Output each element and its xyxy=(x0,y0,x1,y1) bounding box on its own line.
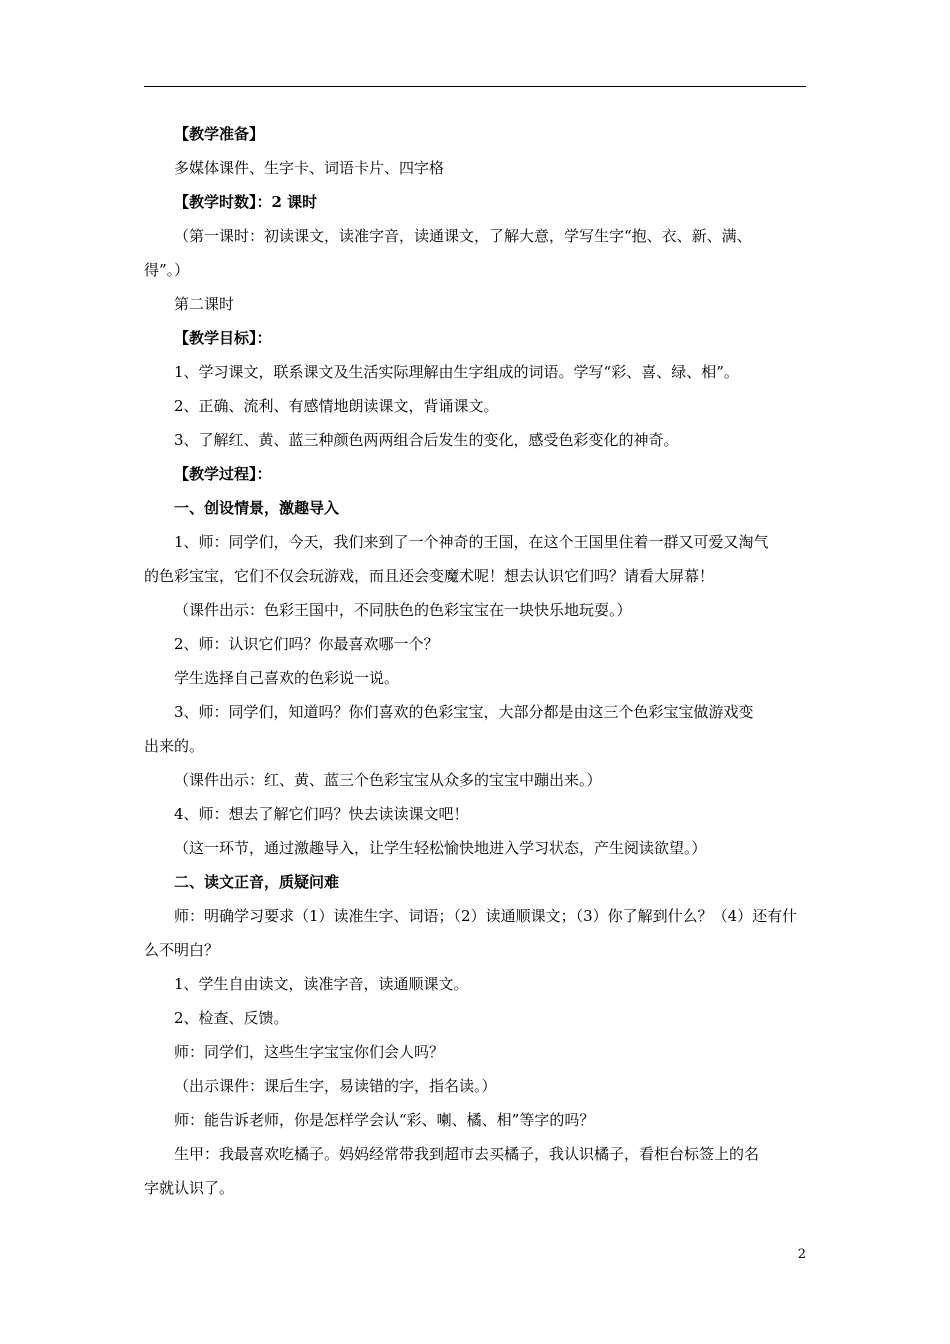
text-line: （课件出示：红、黄、蓝三个色彩宝宝从众多的宝宝中蹦出来。） xyxy=(174,771,602,789)
heading-line: 【教学过程】： xyxy=(174,465,272,483)
text-line: 2、检查、反馈。 xyxy=(174,1009,289,1027)
text-line: 得”。） xyxy=(144,261,190,279)
header-rule xyxy=(144,86,806,87)
text-line: 多媒体课件、生字卡、词语卡片、四字格 xyxy=(174,159,445,177)
heading-line: 二、读文正音，质疑问难 xyxy=(174,873,340,891)
text-line: 1、学习课文，联系课文及生活实际理解由生字组成的词语。学写“彩、喜、绿、相”。 xyxy=(174,363,739,381)
heading-line: 【教学准备】 xyxy=(174,125,265,143)
text-line: （第一课时：初读课文，读准字音，读通课文，了解大意，学写生字“抱、衣、新、满、 xyxy=(174,227,752,245)
text-line: 师：能告诉老师，你是怎样学会认“彩、喇、橘、相”等字的吗？ xyxy=(174,1111,595,1129)
text-line: 生甲：我最喜欢吃橘子。妈妈经常带我到超市去买橘子，我认识橘子，看柜台标签上的名 xyxy=(174,1145,760,1163)
text-line: 3、师：同学们，知道吗？你们喜欢的色彩宝宝，大部分都是由这三个色彩宝宝做游戏变 xyxy=(174,703,754,721)
text-line: 师：明确学习要求（1）读准生字、词语；（2）读通顺课文；（3）你了解到什么？（4）还有什 xyxy=(174,907,798,925)
heading-line: 【教学时数】：2 课时 xyxy=(174,193,318,211)
text-line: 3、了解红、黄、蓝三种颜色两两组合后发生的变化，感受色彩变化的神奇。 xyxy=(174,431,679,449)
text-line: 的色彩宝宝，它们不仅会玩游戏，而且还会变魔术呢！想去认识它们吗？请看大屏幕！ xyxy=(144,567,715,585)
text-line: 1、师：同学们，今天，我们来到了一个神奇的王国，在这个王国里住着一群又可爱又淘气 xyxy=(174,533,769,551)
text-line: 2、师：认识它们吗？你最喜欢哪一个？ xyxy=(174,635,439,653)
text-line: 字就认识了。 xyxy=(144,1179,235,1197)
heading-line: 【教学目标】： xyxy=(174,329,272,347)
page-number: 2 xyxy=(797,1247,806,1262)
text-line: 2、正确、流利、有感情地朗读课文，背诵课文。 xyxy=(174,397,499,415)
text-line: （这一环节，通过激趣导入，让学生轻松愉快地进入学习状态，产生阅读欲望。） xyxy=(174,839,707,857)
document-body xyxy=(144,117,806,1205)
text-line: 出来的。 xyxy=(144,737,205,755)
text-line: 第二课时 xyxy=(174,295,235,313)
text-line: 1、学生自由读文，读准字音，读通顺课文。 xyxy=(174,975,469,993)
text-line: 4、师：想去了解它们吗？快去读读课文吧！ xyxy=(174,805,469,823)
text-line: 么不明白？ xyxy=(144,941,220,959)
text-line: 师：同学们，这些生字宝宝你们会人吗？ xyxy=(174,1043,445,1061)
text-line: 学生选择自己喜欢的色彩说一说。 xyxy=(174,669,400,687)
heading-line: 一、创设情景，激趣导入 xyxy=(174,499,340,517)
text-line: （课件出示：色彩王国中，不同肤色的色彩宝宝在一块快乐地玩耍。） xyxy=(174,601,632,619)
text-line: （出示课件：课后生字，易读错的字，指名读。） xyxy=(174,1077,497,1095)
